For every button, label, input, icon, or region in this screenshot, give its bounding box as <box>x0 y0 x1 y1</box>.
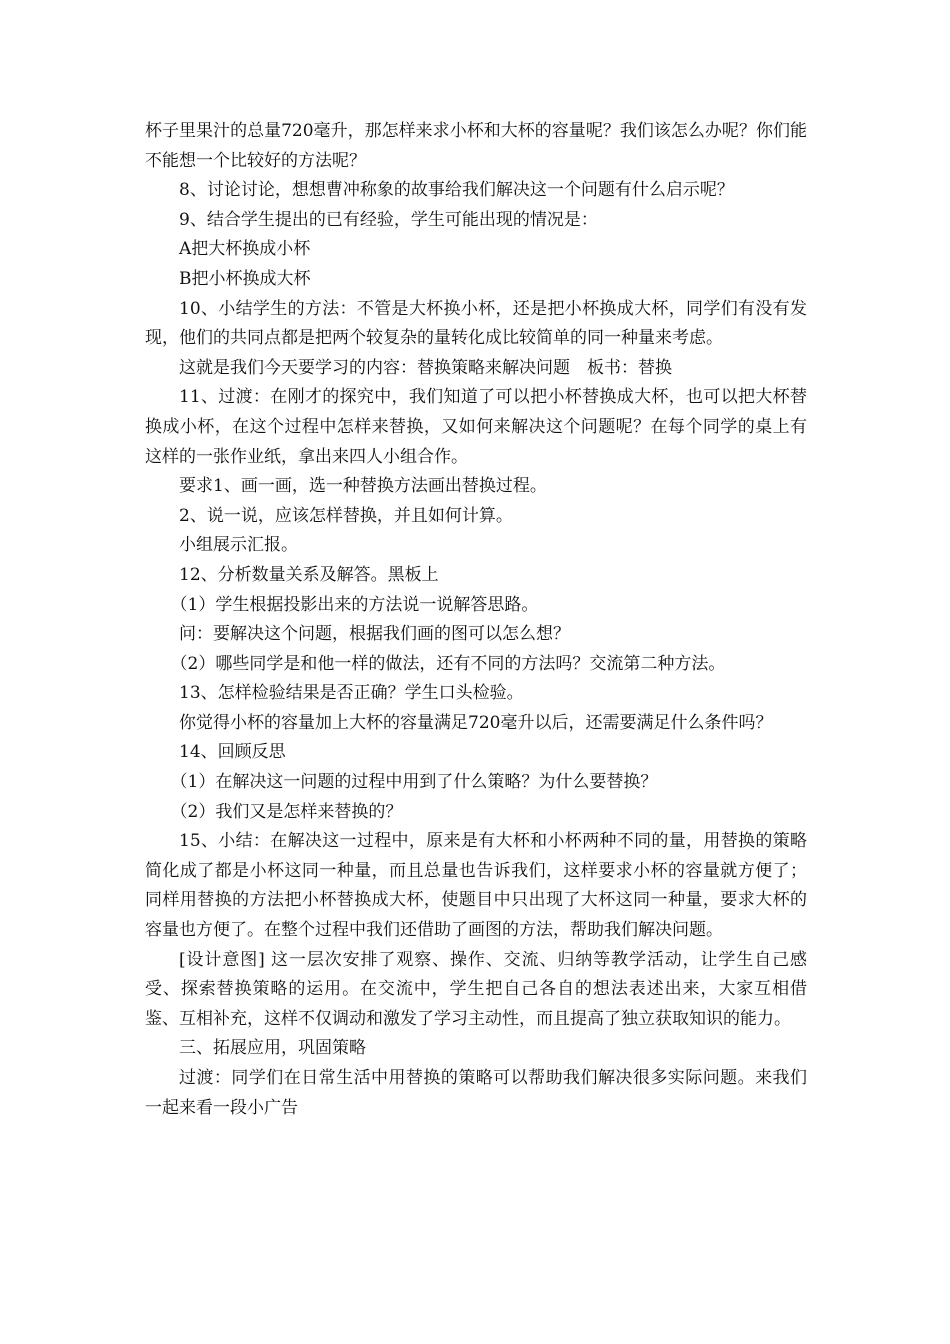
paragraph-20: （2）我们又是怎样来替换的？ <box>170 801 403 822</box>
paragraph-2: 8、讨论讨论，想想曹冲称象的故事给我们解决这一个问题有什么启示呢？ <box>179 180 734 201</box>
paragraph-23: 三、拓展应用，巩固策略 <box>179 1038 366 1059</box>
paragraph-8: 11、过渡：在刚才的探究中，我们知道了可以把小杯替换成大杯，也可以把大杯替换成小杯，在这个过程中怎样来替换，又如何来解决这个问题呢？在每个同学的桌上有这样的一张作业纸，拿出来四人小组合作。 <box>145 387 807 467</box>
paragraph-18: 14、回顾反思 <box>179 742 286 763</box>
paragraph-14: 问：要解决这个问题，根据我们画的图可以怎么想？ <box>179 624 570 645</box>
paragraph-22: [设计意图] 这一层次安排了观察、操作、交流、归纳等教学活动，让学生自己感受、探索替换策略的运用。在交流中，学生把自己各自的想法表述出来，大家互相借鉴、互相补充，这样不仅调动和激发了学习主动性，而且提高了独立获取知识的能力。 <box>145 949 807 1029</box>
paragraph-19: （1）在解决这一问题的过程中用到了什么策略？为什么要替换？ <box>170 772 658 793</box>
paragraph-11: 小组展示汇报。 <box>179 535 298 556</box>
paragraph-4: A把大杯换成小杯 <box>179 239 311 260</box>
paragraph-6: 10、小结学生的方法：不管是大杯换小杯，还是把小杯换成大杯，同学们有没有发现，他们的共同点都是把两个较复杂的量转化成比较简单的同一种量来考虑。 <box>145 298 807 349</box>
paragraph-24: 过渡：同学们在日常生活中用替换的策略可以帮助我们解决很多实际问题。来我们一起来看一段小广告 <box>145 1068 807 1118</box>
paragraph-21: 15、小结：在解决这一过程中，原来是有大杯和小杯两种不同的量，用替换的策略简化成了都是小杯这同一种量，而且总量也告诉我们，这样要求小杯的容量就方便了；同样用替换的方法把小杯替换成大杯，使题目中只出现了大杯这同一种量，要求大杯的容量也方便了。在整个过程中我们还借助了画图的方法，帮助我们解决问题。 <box>145 831 807 941</box>
document-page <box>145 117 807 1123</box>
paragraph-17: 你觉得小杯的容量加上大杯的容量满足720毫升以后，还需要满足什么条件吗？ <box>179 712 773 733</box>
paragraph-9: 要求1、画一画，选一种替换方法画出替换过程。 <box>179 476 547 497</box>
paragraph-10: 2、说一说，应该怎样替换，并且如何计算。 <box>179 505 513 526</box>
paragraph-5: B把小杯换成大杯 <box>179 268 311 289</box>
paragraph-12: 12、分析数量关系及解答。黑板上 <box>179 564 439 585</box>
paragraph-3: 9、结合学生提出的已有经验，学生可能出现的情况是： <box>179 209 598 230</box>
paragraph-13: （1）学生根据投影出来的方法说一说解答思路。 <box>170 594 539 615</box>
paragraph-15: （2）哪些同学是和他一样的做法，还有不同的方法吗？交流第二种方法。 <box>170 653 726 674</box>
paragraph-1: 杯子里果汁的总量720毫升，那怎样来求小杯和大杯的容量呢？我们该怎么办呢？你们能不能想一个比较好的方法呢？ <box>145 121 807 171</box>
paragraph-16: 13、怎样检验结果是否正确？学生口头检验。 <box>179 683 524 704</box>
paragraph-7: 这就是我们今天要学习的内容：替换策略来解决问题 板书：替换 <box>179 357 672 378</box>
